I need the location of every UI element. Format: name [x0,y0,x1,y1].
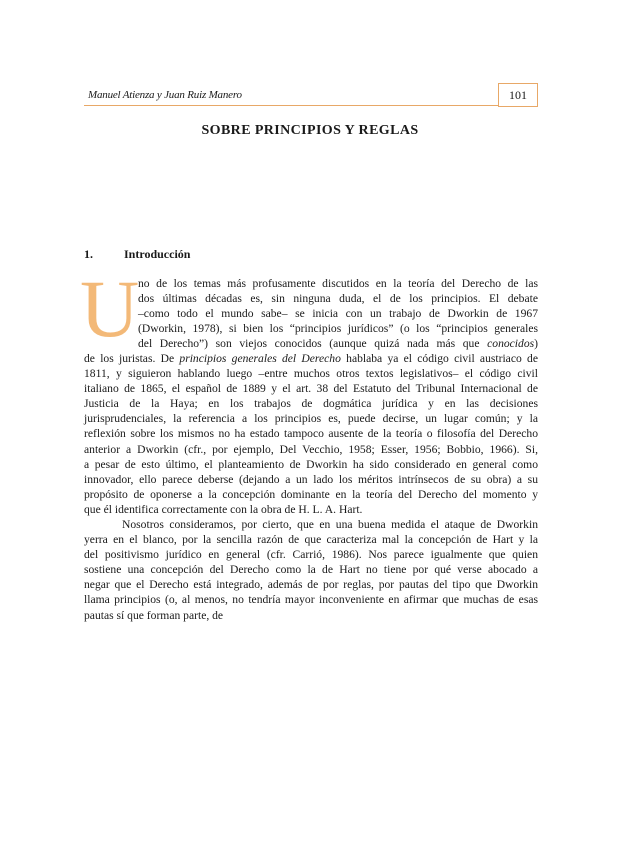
text-line: Justicia de la Haya; en los trabajos de dogmática jurídica y en las decisiones [84,397,538,411]
text-line: (Dworkin, 1978), si bien los “principios jurídicos” (o los “principios generales [138,322,538,336]
text-run: ) [534,337,539,351]
text-line: propósito de oponerse a la concepción dominante en la teoría del Derecho del momento y [84,487,538,501]
text-line: negar que el Derecho está integrado, además de por reglas, por pautas del tipo que Dworkin [84,578,538,592]
paragraph-1-body [84,351,538,517]
page-number: 101 [498,83,538,107]
text-line [138,336,538,351]
text-run: de los juristas. De [84,352,180,365]
text-line: del positivismo jurídico en general (cfr. Carrió, 1986). Nos parece igualmente que quien [84,548,538,562]
text-line: dos últimas décadas es, sin ninguna duda, el de los principios. El debate [138,292,538,306]
drop-cap: U [80,263,140,354]
text-line: Nosotros consideramos, por cierto, que en una buena medida el ataque de Dworkin [122,518,538,531]
running-header [84,83,538,107]
text-line: sostiene una concepción del Derecho como la de Hart no tiene por qué verse abocado a [84,563,538,577]
text-line: llama principios (o, al menos, no tendría mayor inconveniente en afirmar que muchas de esas [84,593,538,607]
text-run: del Derecho”) son viejos conocidos (aunque quizá nada más que [138,337,480,351]
text-line: italiano de 1865, el español de 1889 y el art. 38 del Estatuto del Tribunal Internacional de [84,382,538,396]
text-line [84,351,538,366]
italic-run: principios generales del Derecho [179,352,341,365]
text-line: pautas sí que forman parte, de [84,608,224,622]
article-title: SOBRE PRINCIPIOS Y REGLAS [201,123,419,138]
text-line: –como todo el mundo sabe– se inicia con un trabajo de Dworkin de 1967 [138,307,538,321]
italic-run: conocidos [487,337,535,351]
text-line: innovador, ello parece deberse (dejando a un lado los méritos intrínsecos de su obra) a su [84,472,538,486]
paragraph-1-indented [138,276,538,351]
header-rule [84,83,498,106]
text-run: hablaba ya el código civil austriaco de [340,352,538,365]
section-title: Introducción [124,247,191,261]
text-line: 1811, y siguieron hablando luego –entre muchos otros textos legislativos– el código civil [84,367,538,381]
section-number: 1. [84,247,93,261]
text-line: reflexión sobre los mismos no ha estado tampoco ausente de la teoría o filosofía del Derecho [84,427,538,441]
text-line: no de los temas más profusamente discutidos en la teoría del Derecho de las [138,277,538,290]
text-line: yerra en el blanco, por la sencilla razón de que caracteriza mal la concepción de Hart y la [84,533,538,547]
text-line: que él identifica correctamente con la obra de H. L. A. Hart. [84,502,363,516]
header-author: Manuel Atienza y Juan Ruiz Manero [88,89,242,101]
paragraph-2 [84,517,538,623]
text-line: anterior a Dworkin (cfr., por ejemplo, Del Vecchio, 1958; Esser, 1956; Bobbio, 1966). Si, [84,442,538,456]
text-line: a pesar de esto último, el planteamiento de Dworkin ha sido considerado en general como [84,457,538,471]
section-heading [84,247,190,262]
text-line: jurisprudenciales, la referencia a los principios es, puede decirse, un lugar común; y la [84,412,538,426]
